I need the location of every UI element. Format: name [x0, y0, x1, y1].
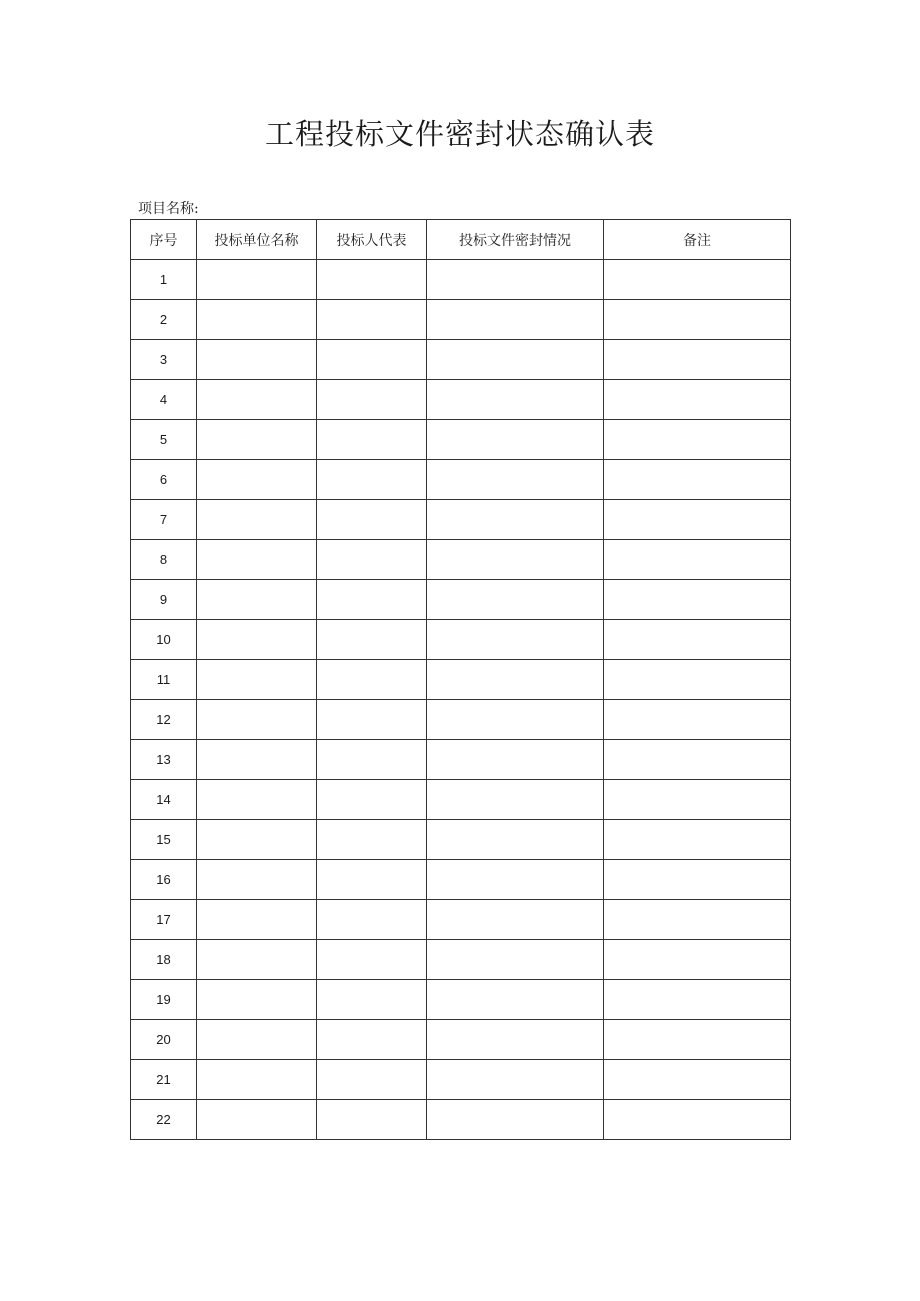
- remarks-cell[interactable]: [604, 700, 791, 740]
- bidder-representative-cell[interactable]: [317, 980, 427, 1020]
- bidder-representative-cell[interactable]: [317, 500, 427, 540]
- row-index: 4: [131, 380, 197, 420]
- bidder-representative-cell[interactable]: [317, 740, 427, 780]
- bidder-name-cell[interactable]: [197, 620, 317, 660]
- bidder-representative-cell[interactable]: [317, 700, 427, 740]
- bidder-name-cell[interactable]: [197, 540, 317, 580]
- bidder-representative-cell[interactable]: [317, 260, 427, 300]
- row-index: 12: [131, 700, 197, 740]
- row-index: 6: [131, 460, 197, 500]
- bidder-name-cell[interactable]: [197, 500, 317, 540]
- remarks-cell[interactable]: [604, 740, 791, 780]
- row-index: 7: [131, 500, 197, 540]
- seal-status-cell[interactable]: [427, 700, 604, 740]
- remarks-cell[interactable]: [604, 860, 791, 900]
- bidder-representative-cell[interactable]: [317, 860, 427, 900]
- remarks-cell[interactable]: [604, 260, 791, 300]
- remarks-cell[interactable]: [604, 540, 791, 580]
- table-row: [131, 820, 791, 860]
- header-bidder-name: 投标单位名称: [197, 220, 317, 260]
- remarks-cell[interactable]: [604, 1020, 791, 1060]
- header-seal-status: 投标文件密封情况: [427, 220, 604, 260]
- table-row: [131, 1100, 791, 1140]
- table-row: [131, 540, 791, 580]
- seal-status-cell[interactable]: [427, 380, 604, 420]
- table-row: [131, 1020, 791, 1060]
- bidder-name-cell[interactable]: [197, 940, 317, 980]
- seal-status-table: [130, 219, 791, 1140]
- row-index: 18: [131, 940, 197, 980]
- seal-status-cell[interactable]: [427, 1100, 604, 1140]
- table-row: [131, 940, 791, 980]
- bidder-name-cell[interactable]: [197, 1060, 317, 1100]
- bidder-name-cell[interactable]: [197, 300, 317, 340]
- remarks-cell[interactable]: [604, 380, 791, 420]
- bidder-representative-cell[interactable]: [317, 1020, 427, 1060]
- bidder-name-cell[interactable]: [197, 980, 317, 1020]
- bidder-name-cell[interactable]: [197, 700, 317, 740]
- seal-status-cell[interactable]: [427, 940, 604, 980]
- remarks-cell[interactable]: [604, 580, 791, 620]
- project-name-label: 项目名称:: [138, 201, 199, 217]
- bidder-representative-cell[interactable]: [317, 1060, 427, 1100]
- seal-status-cell[interactable]: [427, 300, 604, 340]
- row-index: 21: [131, 1060, 197, 1100]
- row-index: 17: [131, 900, 197, 940]
- bidder-representative-cell[interactable]: [317, 780, 427, 820]
- seal-status-cell[interactable]: [427, 900, 604, 940]
- seal-status-cell[interactable]: [427, 980, 604, 1020]
- row-index: 2: [131, 300, 197, 340]
- bidder-name-cell[interactable]: [197, 380, 317, 420]
- remarks-cell[interactable]: [604, 660, 791, 700]
- seal-status-cell[interactable]: [427, 260, 604, 300]
- seal-status-cell[interactable]: [427, 1020, 604, 1060]
- header-remarks: 备注: [604, 220, 791, 260]
- seal-status-cell[interactable]: [427, 500, 604, 540]
- table-row: [131, 380, 791, 420]
- bidder-representative-cell[interactable]: [317, 900, 427, 940]
- seal-status-cell[interactable]: [427, 1060, 604, 1100]
- bidder-name-cell[interactable]: [197, 660, 317, 700]
- bidder-representative-cell[interactable]: [317, 540, 427, 580]
- row-index: 11: [131, 660, 197, 700]
- header-index: 序号: [131, 220, 197, 260]
- bidder-name-cell[interactable]: [197, 860, 317, 900]
- bidder-representative-cell[interactable]: [317, 420, 427, 460]
- bidder-representative-cell[interactable]: [317, 1100, 427, 1140]
- bidder-name-cell[interactable]: [197, 740, 317, 780]
- row-index: 16: [131, 860, 197, 900]
- remarks-cell[interactable]: [604, 940, 791, 980]
- bidder-name-cell[interactable]: [197, 780, 317, 820]
- table-row: [131, 740, 791, 780]
- table-row: [131, 700, 791, 740]
- row-index: 10: [131, 620, 197, 660]
- remarks-cell[interactable]: [604, 1100, 791, 1140]
- remarks-cell[interactable]: [604, 500, 791, 540]
- table-row: [131, 500, 791, 540]
- bidder-name-cell[interactable]: [197, 580, 317, 620]
- table-row: [131, 260, 791, 300]
- row-index: 9: [131, 580, 197, 620]
- bidder-representative-cell[interactable]: [317, 940, 427, 980]
- table-row: [131, 900, 791, 940]
- row-index: 8: [131, 540, 197, 580]
- table-row: [131, 340, 791, 380]
- header-bidder-representative: 投标人代表: [317, 220, 427, 260]
- remarks-cell[interactable]: [604, 460, 791, 500]
- bidder-representative-cell[interactable]: [317, 660, 427, 700]
- table-row: [131, 860, 791, 900]
- row-index: 3: [131, 340, 197, 380]
- seal-status-cell[interactable]: [427, 580, 604, 620]
- seal-status-cell[interactable]: [427, 340, 604, 380]
- seal-status-cell[interactable]: [427, 780, 604, 820]
- row-index: 5: [131, 420, 197, 460]
- remarks-cell[interactable]: [604, 900, 791, 940]
- table-row: [131, 1060, 791, 1100]
- bidder-representative-cell[interactable]: [317, 820, 427, 860]
- bidder-representative-cell[interactable]: [317, 460, 427, 500]
- row-index: 22: [131, 1100, 197, 1140]
- bidder-name-cell[interactable]: [197, 820, 317, 860]
- bidder-name-cell[interactable]: [197, 340, 317, 380]
- bidder-representative-cell[interactable]: [317, 580, 427, 620]
- remarks-cell[interactable]: [604, 340, 791, 380]
- bidder-name-cell[interactable]: [197, 900, 317, 940]
- seal-status-cell[interactable]: [427, 740, 604, 780]
- table-row: [131, 300, 791, 340]
- remarks-cell[interactable]: [604, 620, 791, 660]
- table-row: [131, 660, 791, 700]
- bidder-representative-cell[interactable]: [317, 340, 427, 380]
- row-index: 19: [131, 980, 197, 1020]
- row-index: 14: [131, 780, 197, 820]
- table-row: [131, 580, 791, 620]
- row-index: 1: [131, 260, 197, 300]
- row-index: 20: [131, 1020, 197, 1060]
- remarks-cell[interactable]: [604, 820, 791, 860]
- bidder-representative-cell[interactable]: [317, 300, 427, 340]
- remarks-cell[interactable]: [604, 300, 791, 340]
- bidder-representative-cell[interactable]: [317, 620, 427, 660]
- table-body: [131, 260, 791, 1140]
- row-index: 15: [131, 820, 197, 860]
- seal-status-cell[interactable]: [427, 460, 604, 500]
- page-title: 工程投标文件密封状态确认表: [264, 117, 655, 151]
- bidder-representative-cell[interactable]: [317, 380, 427, 420]
- seal-status-cell[interactable]: [427, 660, 604, 700]
- table-row: [131, 460, 791, 500]
- bidder-name-cell[interactable]: [197, 1100, 317, 1140]
- remarks-cell[interactable]: [604, 780, 791, 820]
- remarks-cell[interactable]: [604, 980, 791, 1020]
- remarks-cell[interactable]: [604, 1060, 791, 1100]
- table-row: [131, 420, 791, 460]
- table-row: [131, 980, 791, 1020]
- table-row: [131, 780, 791, 820]
- bidder-name-cell[interactable]: [197, 1020, 317, 1060]
- seal-status-cell[interactable]: [427, 420, 604, 460]
- bidder-name-cell[interactable]: [197, 420, 317, 460]
- table-header-row: [131, 220, 791, 260]
- seal-status-cell[interactable]: [427, 860, 604, 900]
- seal-status-cell[interactable]: [427, 620, 604, 660]
- bidder-name-cell[interactable]: [197, 460, 317, 500]
- row-index: 13: [131, 740, 197, 780]
- seal-status-cell[interactable]: [427, 820, 604, 860]
- bidder-name-cell[interactable]: [197, 260, 317, 300]
- remarks-cell[interactable]: [604, 420, 791, 460]
- table-row: [131, 620, 791, 660]
- seal-status-cell[interactable]: [427, 540, 604, 580]
